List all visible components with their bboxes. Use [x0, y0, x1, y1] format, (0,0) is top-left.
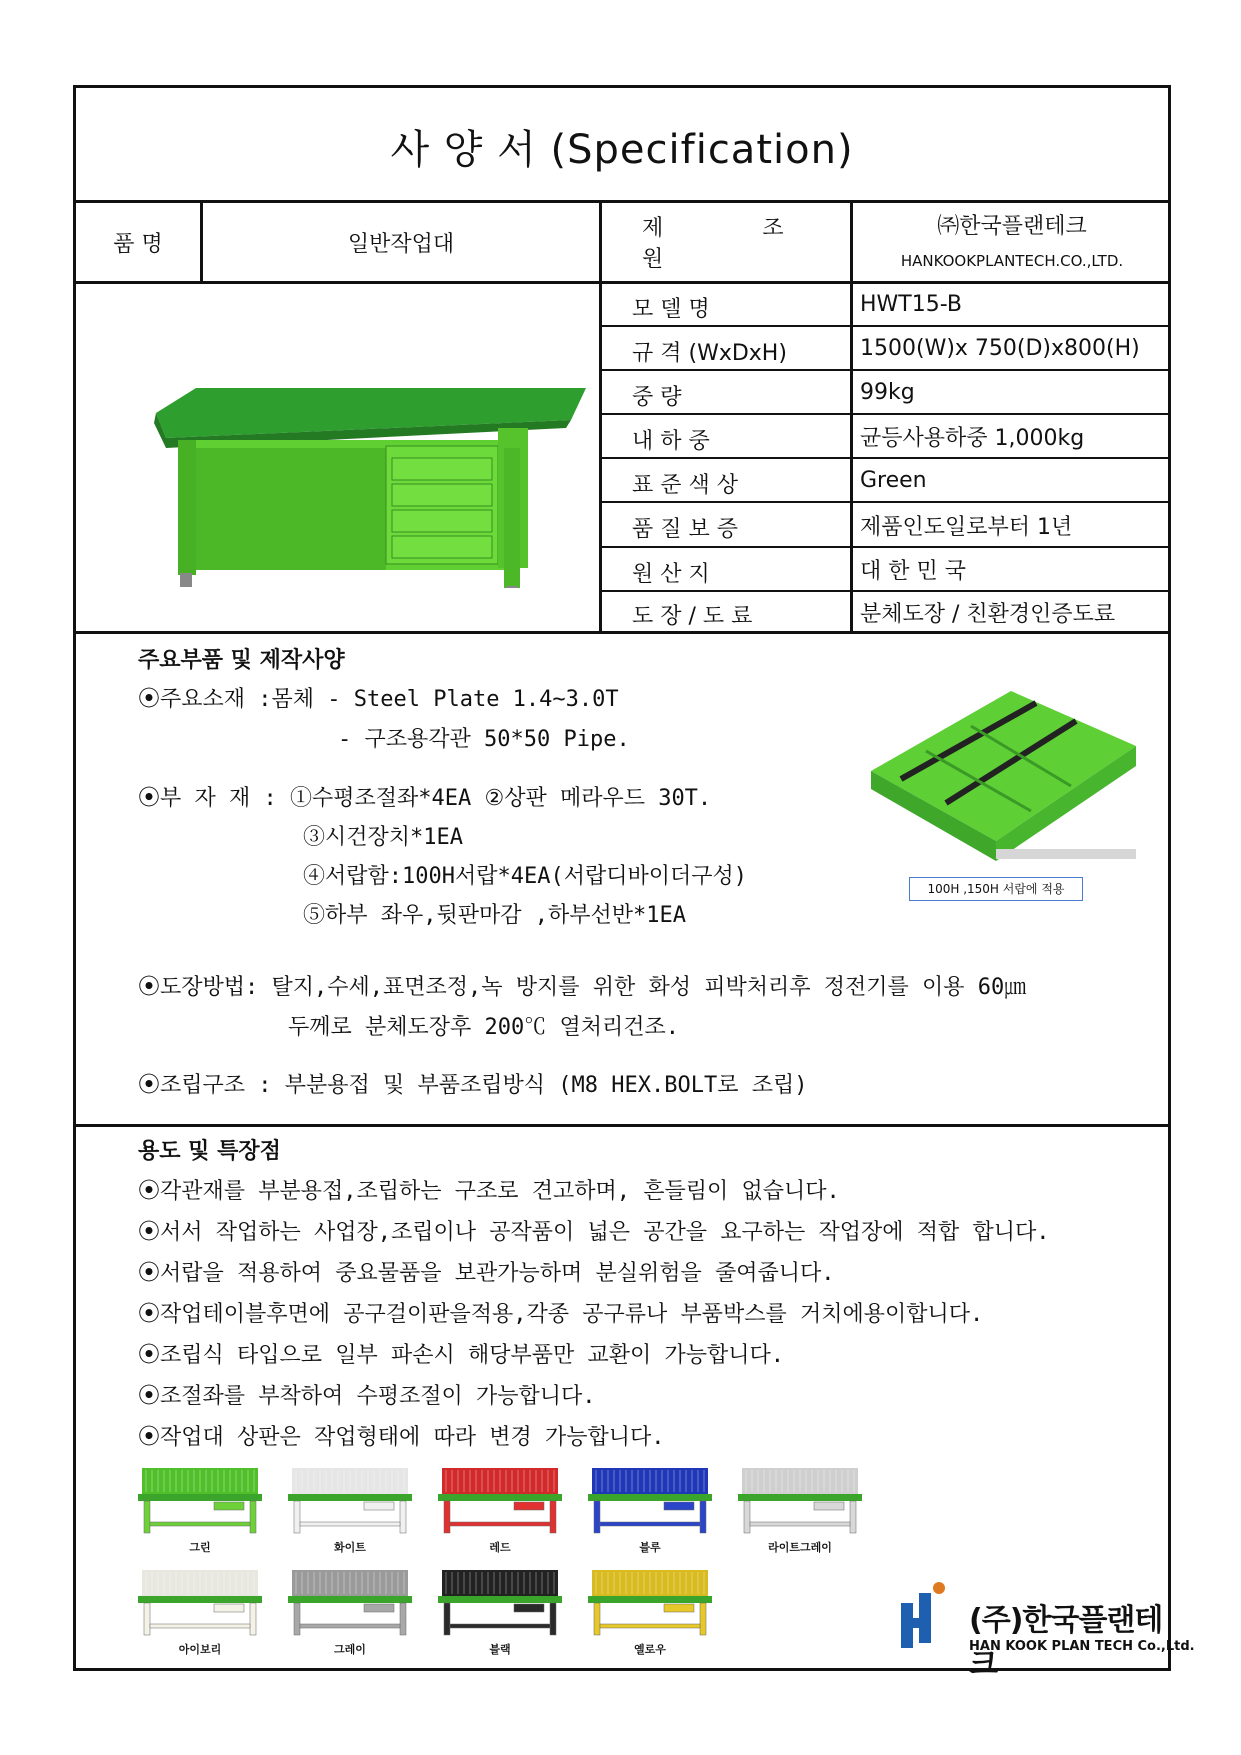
page-title: 사 양 서 (Specification) [390, 127, 854, 173]
divider [76, 1124, 1168, 1127]
parts-line: ⑤하부 좌우,뒷판마감 ,하부선반*1EA [303, 903, 686, 928]
parts-line: ⦿조립구조 : 부분용접 및 부품조립방식 (M8 HEX.BOLT로 조립) [138, 1073, 808, 1098]
spec-label-origin: 원 산 지 [632, 562, 710, 587]
maker-name-en: HANKOOKPLANTECH.CO.,LTD. [900, 252, 1124, 270]
company-logo-icon [891, 1568, 971, 1658]
color-thumb-3 [586, 1466, 714, 1536]
color-thumb-label: 라이트그레이 [768, 1541, 832, 1554]
parts-line: ⦿부 자 재 : ①수평조절좌*4EA ②상판 메라우드 30T. [138, 786, 712, 811]
feature-line: ⦿조립식 타입으로 일부 파손시 해당부품만 교환이 가능합니다. [138, 1343, 785, 1368]
maker-label: 제 조 원 [642, 216, 830, 272]
divider [599, 457, 1168, 459]
feature-line: ⦿작업테이블후면에 공구걸이판을적용,각종 공구류나 부품박스를 거치에용이합니다. [138, 1302, 984, 1327]
spec-value-warranty: 제품인도일로부터 1년 [860, 514, 1073, 540]
feature-line: ⦿조절좌를 부착하여 수평조절이 가능합니다. [138, 1384, 596, 1409]
divider [599, 590, 1168, 592]
parts-line: 두께로 분체도장후 200℃ 열처리건조. [288, 1015, 679, 1040]
divider [599, 546, 1168, 548]
color-thumb-label: 블루 [639, 1541, 661, 1554]
parts-line: - 구조용각관 50*50 Pipe. [338, 727, 630, 752]
color-thumb-5 [136, 1568, 264, 1638]
spec-value-load: 균등사용하중 1,000kg [860, 426, 1085, 451]
color-thumb-0 [136, 1466, 264, 1536]
divider [76, 631, 1168, 634]
parts-line: ③시건장치*1EA [303, 825, 463, 850]
divider [599, 413, 1168, 415]
divider [599, 369, 1168, 371]
drawer-divider-image [871, 671, 1141, 871]
color-thumb-8 [586, 1568, 714, 1638]
spec-label-model: 모 델 명 [632, 297, 710, 322]
color-thumb-2 [436, 1466, 564, 1536]
product-value: 일반작업대 [347, 231, 455, 257]
spec-value-paint: 분체도장 / 친환경인증도료 [860, 601, 1116, 627]
spec-label-color: 표 준 색 상 [632, 473, 738, 498]
parts-section-title: 주요부품 및 제작사양 [138, 648, 345, 673]
color-thumb-4 [736, 1466, 864, 1536]
color-thumb-label: 옐로우 [634, 1643, 666, 1656]
company-logo-name-ko: (주)한국플랜테크 [969, 1603, 1163, 1682]
color-thumb-label: 화이트 [334, 1541, 366, 1554]
color-thumb-6 [286, 1568, 414, 1638]
spec-label-size: 규 격 (WxDxH) [632, 341, 787, 366]
divider [599, 325, 1168, 327]
color-thumb-label: 그린 [189, 1541, 211, 1554]
drawer-caption: 100H ,150H 서랍에 적용 [909, 877, 1083, 901]
color-thumb-7 [436, 1568, 564, 1638]
feature-line: ⦿서랍을 적용하여 중요물품을 보관가능하며 분실위험을 줄여줍니다. [138, 1261, 835, 1286]
spec-label-warranty: 품 질 보 증 [632, 517, 738, 542]
spec-label-weight: 중 량 [632, 385, 682, 410]
color-thumb-label: 아이보리 [178, 1643, 222, 1656]
spec-sheet [73, 85, 1195, 1682]
spec-value-color: Green [860, 468, 927, 493]
spec-label-load: 내 하 중 [632, 429, 710, 454]
feature-line: ⦿서서 작업하는 사업장,조립이나 공작품이 넓은 공간을 요구하는 작업장에 적합 합니다. [138, 1220, 1050, 1245]
maker-name-ko: ㈜한국플랜테크 [937, 213, 1087, 239]
color-thumb-label: 레드 [489, 1541, 511, 1554]
product-label: 품 명 [113, 231, 163, 257]
workbench-image [136, 328, 596, 588]
feature-line: ⦿작업대 상판은 작업형태에 따라 변경 가능합니다. [138, 1425, 665, 1450]
spec-value-model: HWT15-B [860, 292, 962, 317]
divider [599, 501, 1168, 503]
color-thumb-1 [286, 1466, 414, 1536]
parts-line: ④서랍함:100H서랍*4EA(서랍디바이더구성) [303, 864, 747, 889]
parts-line: ⦿도장방법: 탈지,수세,표면조정,녹 방지를 위한 화성 피박처리후 정전기를 이용 60㎛ [138, 975, 1027, 1000]
color-thumb-label: 블랙 [489, 1643, 511, 1656]
parts-line: ⦿주요소재 :몸체 - Steel Plate 1.4~3.0T [138, 687, 619, 712]
spec-value-weight: 99kg [860, 380, 915, 405]
spec-value-size: 1500(W)x 750(D)x800(H) [860, 336, 1140, 361]
features-section-title: 용도 및 특장점 [138, 1139, 281, 1164]
color-thumb-label: 그레이 [334, 1643, 366, 1656]
spec-value-origin: 대 한 민 국 [860, 559, 966, 584]
company-logo-name-en: HAN KOOK PLAN TECH Co.,Ltd. [969, 1639, 1195, 1654]
feature-line: ⦿각관재를 부분용접,조립하는 구조로 견고하며, 흔들림이 없습니다. [138, 1179, 840, 1204]
spec-label-paint: 도 장 / 도 료 [632, 604, 753, 629]
